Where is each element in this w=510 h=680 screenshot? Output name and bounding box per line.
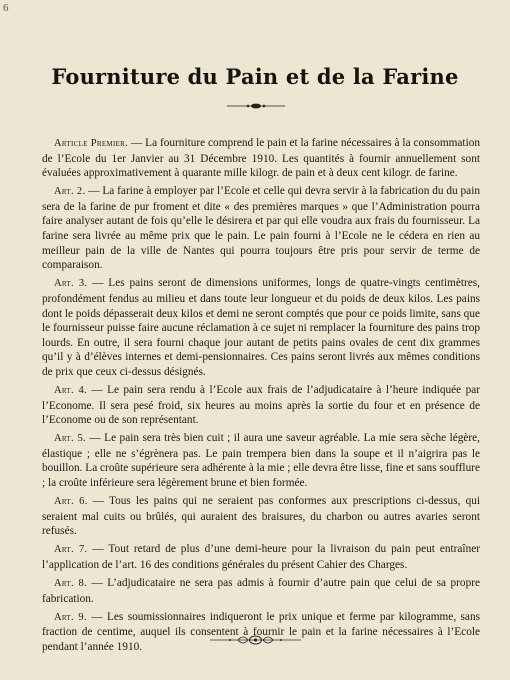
ornament-tailpiece-icon — [208, 632, 303, 648]
article-text: — Le pain sera très bien cuit ; il aura une saveur agréable. La mie sera sèche légère, élastique ; elle ne s’égrènera pas. Le pain trempera bien dans la soupe et il n’aigrira pas le bouillon. La croûte supérieure sera adhérente à la mie ; elle devra être lisse, fine et sans soufflure ; la croûte inférieure sera légèrement brune et bien formée. — [42, 432, 480, 490]
article-label: Art. 5. — [54, 433, 86, 445]
article-text: — La fourniture comprend le pain et la farine nécessaires à la consommation de l’Ecole du 1er Janvier au 31 Décembre 1910. Les quantités à fournir annuellement sont évaluées approximativement à quarante mille kilogr. de pain et à deux cent kilogr. de farine. — [42, 137, 481, 180]
page-title: Fourniture du Pain et de la Farine — [51, 64, 459, 89]
article-text: — La farine à employer par l’Ecole et celle qui devra servir à la fabrication du du pain sera de la farine de pur froment et dite « des premières marques » que l’Administration pourra faire analyser autant de fois qu’elle le désirera et par qui elle voudra aux frais du fournisseur. La farine sera livrée au même prix que le pain. Le pain fourni à l’Ecole ne le cédera en rien au meilleur pain de la ville de Nantes qui pourra toujours être pris pour servir de terme de comparaison. — [42, 185, 480, 272]
article-paragraph — [42, 184, 480, 273]
article-label: Art. 7. — [54, 544, 88, 556]
article-text: — Les soumissionnaires indiqueront le prix unique et ferme par kilogramme, sans fraction de centime, auquel ils consentent à fournir le pain et la farine nécessaires à l’Ecole pendant l’année 1910. — [42, 610, 480, 653]
article-paragraph — [42, 542, 480, 572]
article-paragraph — [42, 276, 480, 379]
article-paragraph — [42, 431, 480, 490]
article-label: Art. 3. — [54, 278, 88, 290]
article-text: — Les pains seront de dimensions uniformes, longs de quatre-vingts centimètres, profondément fendus au milieu et dans toute leur longueur et du poids de deux kilos. Les pains dont le poids dépasserait deux kilos et demi ne seront comptés que pour ce poids limite, sans que le fournisseur puisse faire aucune réclamation à ce sujet ni remplacer la fourniture des pains trop lourds. En outre, il sera fourni chaque jour autant de petits pains ovales de cent dix grammes qu’il y à d’élèves internes et demi-pensionnaires. Ces pains seront livrés aux mêmes conditions de prix que ceux ci-dessus désignés. — [42, 277, 480, 378]
page-number: 6 — [3, 2, 9, 14]
article-label: Art. 4. — [54, 385, 87, 396]
article-text: — L’adjudicataire ne sera pas admis à fournir d’autre pain que celui de sa propre fabrication. — [42, 577, 480, 605]
article-paragraph — [42, 383, 480, 428]
article-label: Art. 2. — [54, 186, 86, 198]
ornament-divider-icon — [225, 100, 287, 112]
articles-body — [42, 136, 480, 658]
article-label: Art. 6. — [54, 496, 88, 508]
article-label: Article Premier. — [54, 138, 129, 149]
article-paragraph — [42, 494, 480, 539]
article-label: Art. 8. — [54, 578, 87, 590]
article-paragraph — [42, 136, 480, 181]
article-label: Art. 9. — [54, 611, 87, 623]
article-text: — Le pain sera rendu à l’Ecole aux frais de l’adjudicataire à l’heure indiquée par l’Econome. Il sera pesé froid, six heures au moins après la sortie du four et en présence de l’Econome ou de son représentant. — [42, 384, 480, 427]
article-paragraph — [42, 576, 480, 606]
article-text: — Tout retard de plus d’une demi-heure pour la livraison du pain peut entraîner l’application de l’art. 16 des conditions générales du présent Cahier des Charges. — [42, 543, 480, 572]
article-text: — Tous les pains qui ne seraient pas conformes aux prescriptions ci-dessus, qui seraient mal cuits ou brûlés, qui auraient des braisures, du charbon ou autres avaries seront refusés. — [42, 495, 481, 538]
